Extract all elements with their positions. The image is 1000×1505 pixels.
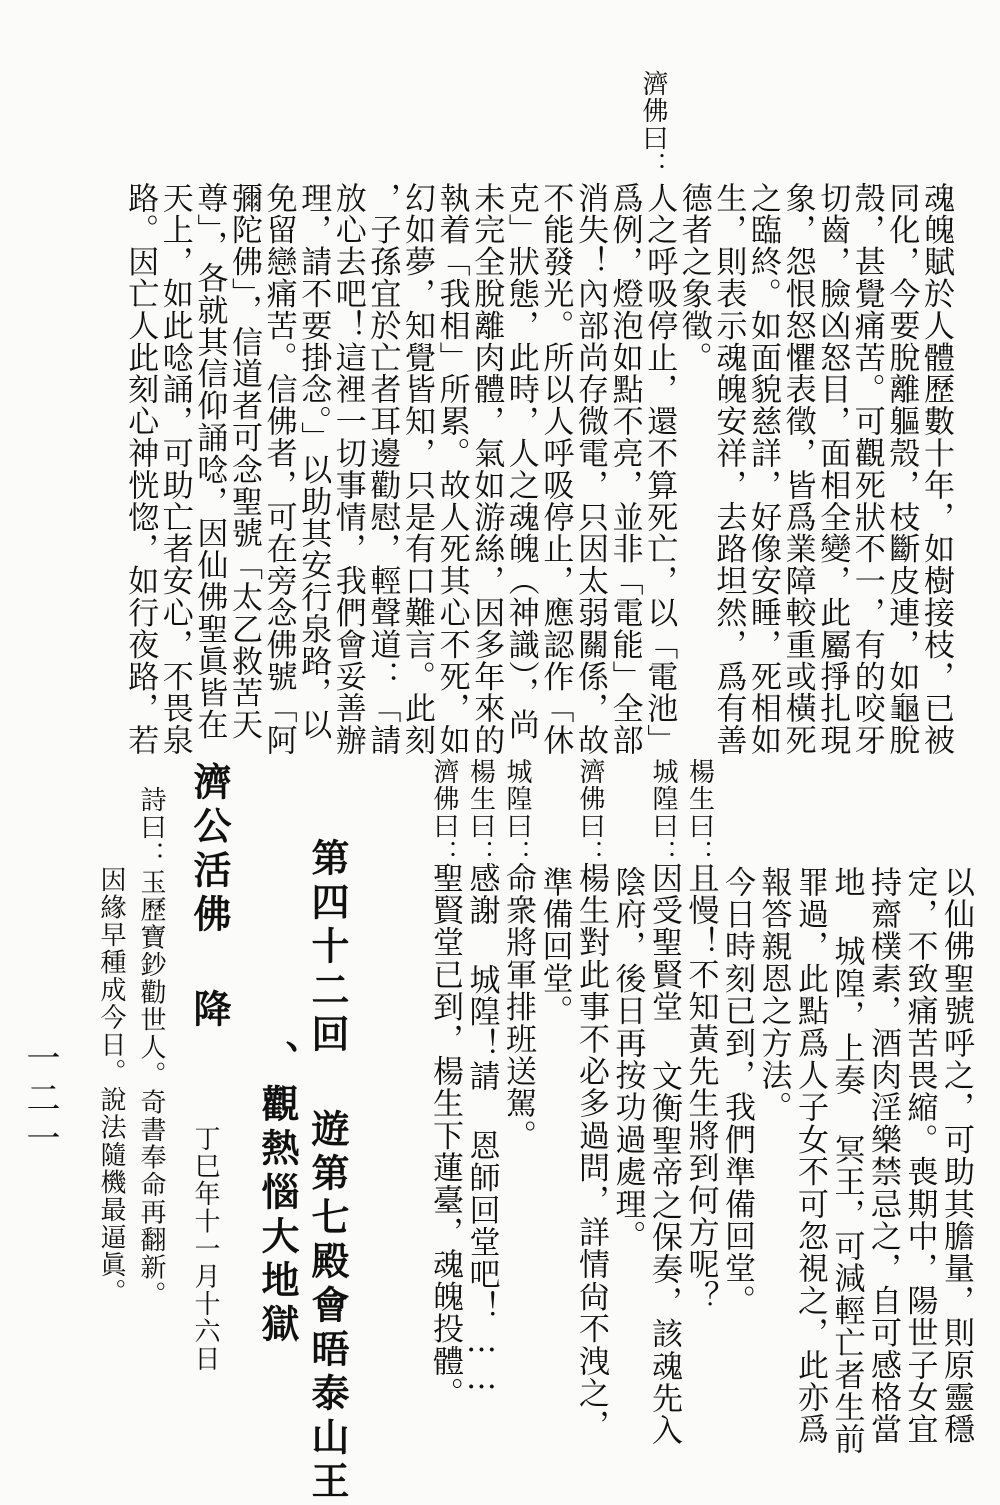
lower-text-column: 今日時刻已到，我們準備回堂。 xyxy=(719,866,755,1317)
date-line: 丁巳年十一月十六日 xyxy=(190,1125,220,1373)
upper-text-column: 殼，甚覺痛苦。可觀死狀不一，有的咬牙 xyxy=(848,182,885,757)
upper-text-column: 路。因亡人此刻心神恍惚，如行夜路，若 xyxy=(122,182,159,757)
lower-text-column: 感謝 城隍！請 恩師回堂吧！…… xyxy=(463,862,500,1398)
upper-text-column: 理，請不要掛念。」以助其安行泉路，以 xyxy=(295,182,332,741)
lower-text-column: 持齋樸素，酒肉淫樂禁忌之，自可感格當 xyxy=(865,866,901,1446)
lower-text-column: 報答親恩之方法。 xyxy=(755,866,792,1124)
lower-text-column: 因受聖賢堂 文衡聖帝之保奏，該魂先入 xyxy=(646,862,682,1447)
page-number: 一二一 xyxy=(20,1040,60,1160)
upper-text-column: 尊」，各就其信仰誦唸，因仙佛聖眞皆在 xyxy=(191,182,228,741)
upper-text-column: 切齒，臉凶怒目，面相全變，此屬掙扎現 xyxy=(814,182,851,757)
lower-text-column: 聖賢堂已到，楊生下蓮臺，魂魄投體。 xyxy=(427,862,463,1410)
lower-text-column: 命衆將軍排班送駕。 xyxy=(500,862,536,1152)
lower-text-column: 定，不致痛苦畏縮。喪期中，陽世子女宜 xyxy=(901,866,938,1446)
speaker-label: 濟佛曰： xyxy=(429,758,459,867)
chapter-title-line-1: 第四十二回 遊第七殿會晤泰山王 xyxy=(305,838,350,1505)
speaker-label: 城隍曰： xyxy=(502,758,532,867)
upper-text-column: 未完全脫離肉體，氣如游絲，因多年來的 xyxy=(468,182,505,757)
upper-text-column: 克」狀態，此時，人之魂魄（神識），尚 xyxy=(502,182,539,741)
upper-speaker: 濟佛曰： xyxy=(638,70,668,179)
speaker-label: 楊生曰： xyxy=(465,758,496,867)
upper-text-column: 象，怨恨怒懼表徵，皆爲業障較重或橫死 xyxy=(779,182,816,757)
chapter-title-line-2: 、觀熱惱大地獄 xyxy=(255,1040,300,1348)
upper-text-column: 生，則表示魂魄安祥，去路坦然，爲有善 xyxy=(710,182,747,757)
poem-line-1: 詩曰：玉歷寶鈔勸世人。奇書奉命再翻新。 xyxy=(136,786,166,1309)
upper-text-column: 執着「我相」所累。故人死其心不死，如 xyxy=(433,182,470,757)
speaker-label: 楊生曰： xyxy=(684,758,715,867)
lower-text-column: 準備回堂。 xyxy=(536,866,573,1027)
upper-text-column: ，子孫宜於亡者耳邊勸慰，輕聲道：「請 xyxy=(364,182,401,757)
upper-text-column: 之臨終。如面貌慈詳，好像安睡，死相如 xyxy=(745,182,781,757)
upper-text-column: 消失！內部尚存微電，只因太弱關係，故 xyxy=(572,182,608,757)
lower-text-column: 罪過，此點爲人子女不可忽視之，此亦爲 xyxy=(792,866,828,1446)
upper-text-column: 魂魄賦於人體歷數十年，如樹接枝，已被 xyxy=(918,182,954,757)
upper-text-column: 彌陀佛」，信道者可念聖號「太乙救苦天 xyxy=(226,182,262,741)
poem-line-2: 因緣早種成今日。說法隨機最逼眞。 xyxy=(96,866,126,1306)
lower-text-column: 地 城隍，上奏 冥王，可減輕亡者生前 xyxy=(828,866,865,1456)
upper-text-column: 放心去吧！這裡一切事情，我們會妥善辦 xyxy=(329,182,366,757)
speaker-label: 城隍曰： xyxy=(648,758,678,867)
lower-text-column: 陰府，後日再按功過處理。 xyxy=(609,866,646,1253)
upper-text-column: 天上，如此唸誦，可助亡者安心，不畏泉 xyxy=(156,182,193,757)
upper-text-column: 人之呼吸停止，還不算死亡，以「電池」 xyxy=(641,182,678,757)
lower-text-column: 且慢！不知黃先生將到何方呢？ xyxy=(682,862,719,1313)
upper-text-column: 不能發光。所以人呼吸停止，應認作「休 xyxy=(537,182,574,757)
lower-text-column: 楊生對此事不必多過問，詳情尙不洩之， xyxy=(573,862,609,1442)
lower-text-column: 以仙佛聖號呼之，可助其膽量，則原靈穩 xyxy=(938,866,974,1446)
speaker-label: 濟佛曰： xyxy=(575,758,605,867)
upper-text-column: 幻如夢，知覺皆知，只是有口難言。此刻 xyxy=(399,182,435,757)
upper-text-column: 同化，今要脫離軀殼，枝斷皮連，如龜脫 xyxy=(883,182,920,757)
upper-text-column: 免留戀痛苦。信佛者，可在旁念佛號「阿 xyxy=(260,182,297,757)
upper-text-column: 爲例，燈泡如點不亮，並非「電能」全部 xyxy=(606,182,643,757)
deity-line: 濟公活佛 降 xyxy=(187,762,232,1033)
upper-text-column: 德者之象徵。 xyxy=(675,182,712,374)
